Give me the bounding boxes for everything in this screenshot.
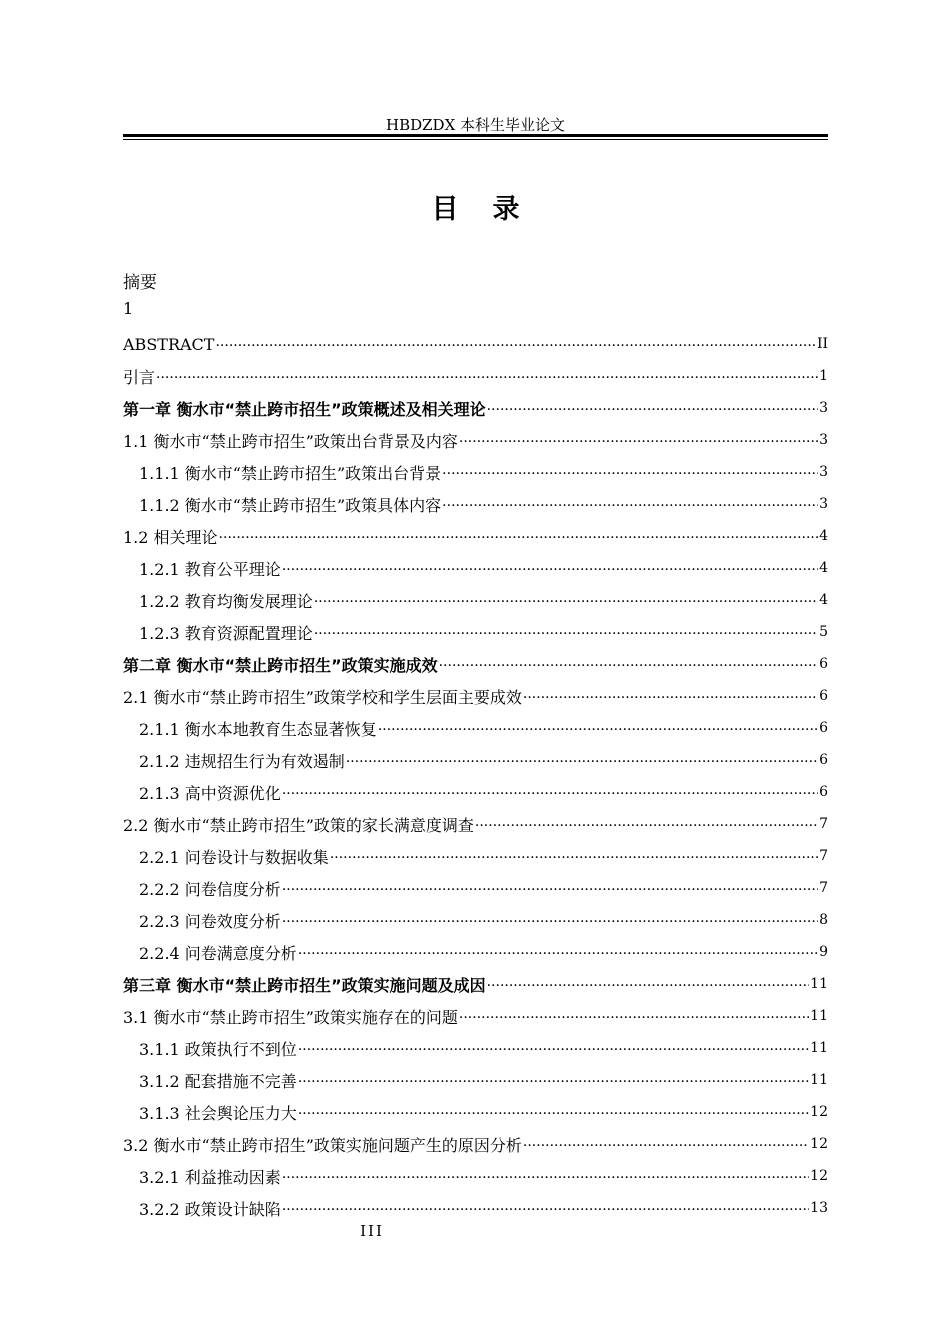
toc-entry-page-number: 7 — [819, 848, 828, 864]
toc-entry-title: 2.1.1 衡水本地教育生态显著恢复 — [139, 719, 377, 739]
toc-entry-page-number: 11 — [810, 1040, 828, 1056]
toc-dot-leader — [282, 882, 818, 898]
toc-entry-title: 第三章 衡水市“禁止跨市招生”政策实施问题及成因 — [123, 975, 486, 995]
toc-subsection-entry[interactable] — [123, 1096, 828, 1128]
toc-section-entry[interactable] — [123, 360, 828, 392]
toc-subsection-entry[interactable] — [123, 712, 828, 744]
toc-dot-leader — [215, 338, 815, 354]
toc-entry-title: 引言 — [123, 367, 156, 387]
toc-entry-page-number: 3 — [819, 400, 828, 416]
toc-subsection-entry[interactable] — [123, 744, 828, 776]
toc-entry-page-number: 7 — [819, 816, 828, 832]
toc-dot-leader — [487, 402, 818, 418]
toc-entry-title: 2.2.2 问卷信度分析 — [139, 879, 281, 899]
toc-entry-page-number: 11 — [810, 1008, 828, 1024]
toc-dot-leader — [459, 434, 818, 450]
toc-dot-leader — [346, 754, 818, 770]
toc-dot-leader — [442, 466, 818, 482]
toc-entry-page-number: 11 — [810, 1072, 828, 1088]
toc-dot-leader — [282, 562, 818, 578]
toc-dot-leader — [298, 1042, 809, 1058]
toc-chapter-entry[interactable] — [123, 648, 828, 680]
toc-entry-title: 3.2 衡水市“禁止跨市招生”政策实施问题产生的原因分析 — [123, 1135, 522, 1155]
toc-section-entry[interactable] — [123, 808, 828, 840]
toc-entry-page-number: 9 — [819, 944, 828, 960]
toc-entry-page-number: 6 — [819, 752, 828, 768]
toc-entry-title: 1.1 衡水市“禁止跨市招生”政策出台背景及内容 — [123, 431, 458, 451]
toc-entry-page-number: 7 — [819, 880, 828, 896]
toc-subsection-entry[interactable] — [123, 840, 828, 872]
toc-entry-page-number: 3 — [819, 496, 828, 512]
toc-subsection-entry[interactable] — [123, 1192, 828, 1224]
toc-subsection-entry[interactable] — [123, 584, 828, 616]
toc-entry-page-number: 3 — [819, 464, 828, 480]
toc-entry-title: 1.1.2 衡水市“禁止跨市招生”政策具体内容 — [139, 495, 442, 515]
toc-entry-title: 3.2.1 利益推动因素 — [139, 1167, 281, 1187]
toc-entry-title: 3.1 衡水市“禁止跨市招生”政策实施存在的问题 — [123, 1007, 458, 1027]
toc-subsection-entry[interactable] — [123, 616, 828, 648]
toc-entry-title: 第一章 衡水市“禁止跨市招生”政策概述及相关理论 — [123, 399, 486, 419]
toc-dot-leader — [298, 946, 818, 962]
header-rule-thin — [123, 139, 828, 140]
toc-entry-page-number: 12 — [810, 1136, 828, 1152]
toc-entry-title: 3.1.2 配套措施不完善 — [139, 1071, 297, 1091]
toc-dot-leader — [330, 850, 818, 866]
toc-section-entry[interactable] — [123, 1128, 828, 1160]
toc-entry-page-number: 3 — [819, 432, 828, 448]
toc-chapter-entry[interactable] — [123, 392, 828, 424]
toc-dot-leader — [487, 978, 810, 994]
toc-entry-page-number: 4 — [819, 528, 828, 544]
toc-dot-leader — [298, 1074, 809, 1090]
toc-entry-title: 2.2 衡水市“禁止跨市招生”政策的家长满意度调查 — [123, 815, 474, 835]
toc-dot-leader — [475, 818, 818, 834]
table-of-contents — [123, 328, 828, 1224]
toc-dot-leader — [459, 1010, 809, 1026]
toc-entry-page-number: 12 — [810, 1168, 828, 1184]
toc-entry-title: 2.2.1 问卷设计与数据收集 — [139, 847, 329, 867]
toc-dot-leader — [523, 1138, 809, 1154]
toc-subsection-entry[interactable] — [123, 1160, 828, 1192]
toc-entry-title: 3.1.1 政策执行不到位 — [139, 1039, 297, 1059]
toc-subsection-entry[interactable] — [123, 456, 828, 488]
toc-subsection-entry[interactable] — [123, 904, 828, 936]
toc-entry-title: 2.1 衡水市“禁止跨市招生”政策学校和学生层面主要成效 — [123, 687, 522, 707]
page-title: 目录 — [431, 194, 554, 225]
toc-dot-leader — [282, 914, 818, 930]
toc-dot-leader — [439, 658, 818, 674]
toc-entry-title: ABSTRACT — [123, 334, 215, 354]
toc-dot-leader — [282, 1170, 809, 1186]
page-number-footer: III — [360, 1222, 384, 1240]
toc-dot-leader — [156, 370, 818, 386]
toc-entry-title: 1.2.2 教育均衡发展理论 — [139, 591, 313, 611]
toc-subsection-entry[interactable] — [123, 1032, 828, 1064]
toc-entry-title: 1.2 相关理论 — [123, 527, 218, 547]
toc-entry-page-number: 6 — [819, 656, 828, 672]
toc-entry-title: 3.2.2 政策设计缺陷 — [139, 1199, 281, 1219]
toc-entry-page-number: 12 — [810, 1104, 828, 1120]
toc-entry-page-number: II — [816, 336, 828, 352]
toc-dot-leader — [314, 594, 818, 610]
toc-entry-title: 1.1.1 衡水市“禁止跨市招生”政策出台背景 — [139, 463, 442, 483]
toc-entry-page-number: 6 — [819, 784, 828, 800]
toc-dot-leader — [282, 1202, 809, 1218]
toc-dot-leader — [523, 690, 818, 706]
toc-section-entry[interactable] — [123, 424, 828, 456]
toc-dot-leader — [314, 626, 818, 642]
toc-subsection-entry[interactable] — [123, 488, 828, 520]
toc-subsection-entry[interactable] — [123, 776, 828, 808]
toc-dot-leader — [378, 722, 818, 738]
toc-entry-title: 3.1.3 社会舆论压力大 — [139, 1103, 297, 1123]
toc-section-entry[interactable] — [123, 680, 828, 712]
toc-entry-page-number: 13 — [810, 1200, 828, 1216]
toc-entry-title: 2.2.4 问卷满意度分析 — [139, 943, 297, 963]
toc-entry-page-number: 6 — [819, 720, 828, 736]
toc-subsection-entry[interactable] — [123, 1064, 828, 1096]
toc-dot-leader — [298, 1106, 809, 1122]
toc-entry-title: 2.1.3 高中资源优化 — [139, 783, 281, 803]
toc-dot-leader — [282, 786, 818, 802]
toc-chapter-entry[interactable] — [123, 968, 828, 1000]
toc-entry-title: 第二章 衡水市“禁止跨市招生”政策实施成效 — [123, 655, 438, 675]
toc-section-entry[interactable] — [123, 520, 828, 552]
toc-entry-title: 2.2.3 问卷效度分析 — [139, 911, 281, 931]
toc-entry-title: 1.2.3 教育资源配置理论 — [139, 623, 313, 643]
running-header: HBDZDX 本科生毕业论文 — [385, 116, 566, 134]
toc-section-entry[interactable] — [123, 328, 828, 360]
toc-dot-leader — [442, 498, 818, 514]
toc-subsection-entry[interactable] — [123, 872, 828, 904]
toc-subsection-entry[interactable] — [123, 552, 828, 584]
toc-abstract-cn-page: 1 — [123, 299, 134, 318]
toc-entry-page-number: 4 — [819, 560, 828, 576]
toc-subsection-entry[interactable] — [123, 936, 828, 968]
toc-entry-page-number: 5 — [819, 624, 828, 640]
toc-dot-leader — [219, 530, 819, 546]
toc-entry-page-number: 1 — [819, 368, 828, 384]
toc-entry-title: 2.1.2 违规招生行为有效遏制 — [139, 751, 345, 771]
toc-entry-page-number: 11 — [810, 976, 828, 992]
toc-entry-title: 1.2.1 教育公平理论 — [139, 559, 281, 579]
toc-entry-page-number: 6 — [819, 688, 828, 704]
toc-section-entry[interactable] — [123, 1000, 828, 1032]
toc-abstract-cn-label[interactable]: 摘要 — [123, 273, 157, 293]
header-rule-thick — [123, 134, 828, 137]
toc-entry-page-number: 8 — [819, 912, 828, 928]
toc-entry-page-number: 4 — [819, 592, 828, 608]
